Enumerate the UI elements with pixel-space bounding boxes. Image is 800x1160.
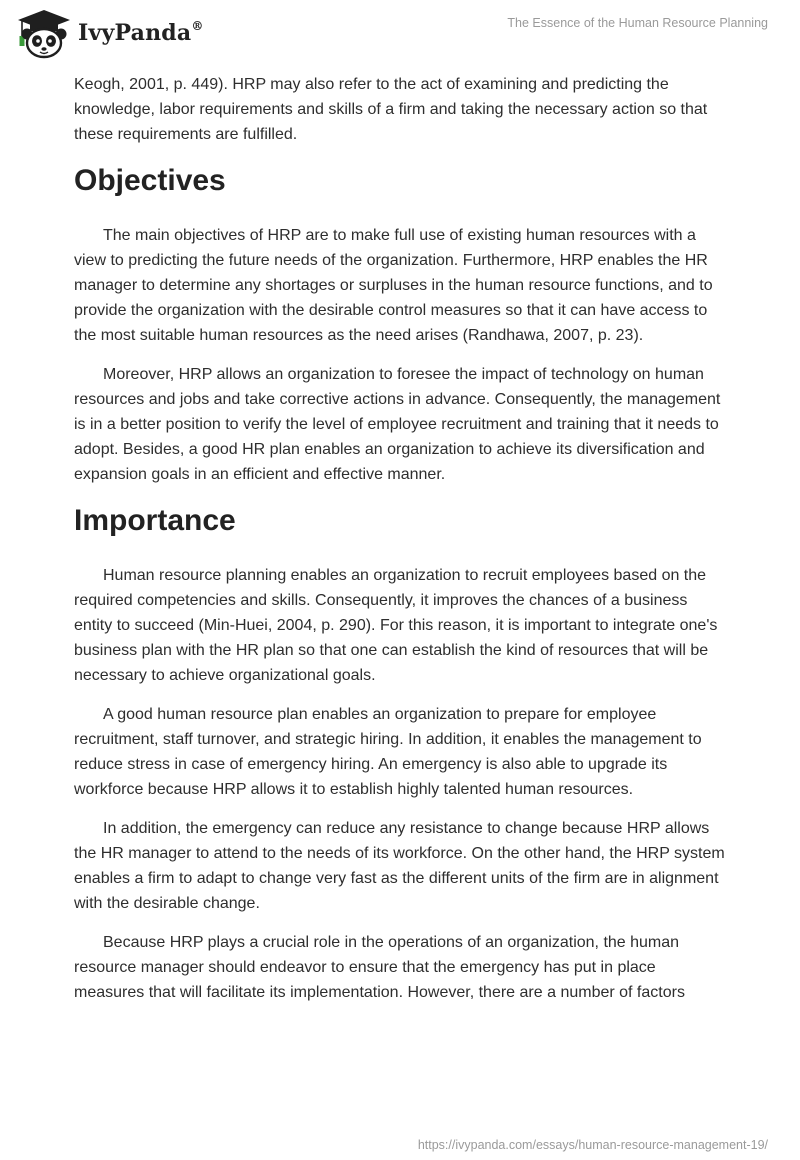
intro-paragraph: Keogh, 2001, p. 449). HRP may also refer to the act of examining and predicting the knowledge, labor requirements and skills of a firm and taking the necessary action so that these requirements are fulfilled.	[74, 76, 708, 143]
paragraph: Human resource planning enables an organization to recruit employees based on the required competencies and skills. Consequently, it improves the chances of a business entity to succeed (Min-Huei, 2004, p. 290). For this reason, it is important to integrate one's business plan with the HR plan so that one can establish the kind of resources that will be necessary to achieve organizational goals.	[74, 567, 718, 684]
document-title: The Essence of the Human Resource Planning	[507, 16, 768, 30]
paragraph: The main objectives of HRP are to make full use of existing human resources with a view to predicting the future needs of the organization. Furthermore, HRP enables the HR manager to determine any shortages or surpluses in the human resource functions, and to provide the organization with the desirable control measures so that it can have access to the most suitable human resources as the need arises (Randhawa, 2007, p. 23).	[74, 227, 713, 344]
essay-content	[74, 72, 726, 1019]
logo[interactable]	[14, 8, 234, 58]
heading-objectives: Objectives	[74, 164, 226, 197]
page-header	[0, 0, 800, 70]
brand-name: IvyPanda®	[78, 18, 204, 46]
paragraph: Moreover, HRP allows an organization to foresee the impact of technology on human resources and jobs and take corrective actions in advance. Consequently, the management is in a better position to verify the level of employee recruitment and training that it needs to adopt. Besides, a good HR plan enables an organization to achieve its diversification and expansion goals in an efficient and effective manner.	[74, 366, 721, 483]
paragraph: In addition, the emergency can reduce any resistance to change because HRP allows the HR manager to attend to the needs of its workforce. On the other hand, the HRP system enables a firm to adapt to change very fast as the different units of the firm are in alignment with the desirable change.	[74, 820, 725, 912]
paragraph: A good human resource plan enables an organization to prepare for employee recruitment, staff turnover, and strategic hiring. In addition, it enables the management to reduce stress in case of emergency hiring. An emergency is also able to upgrade its workforce because HRP allows it to establish highly talented human resources.	[74, 706, 702, 798]
panda-graduate-icon	[14, 8, 74, 60]
heading-importance: Importance	[74, 504, 236, 537]
paragraph: Because HRP plays a crucial role in the operations of an organization, the human resource manager should endeavor to ensure that the emergency has put in place measures that will facilitate its implementation. However, there are a number of factors	[74, 934, 685, 1001]
source-url-link[interactable]: https://ivypanda.com/essays/human-resource-management-19/	[417, 1138, 768, 1152]
